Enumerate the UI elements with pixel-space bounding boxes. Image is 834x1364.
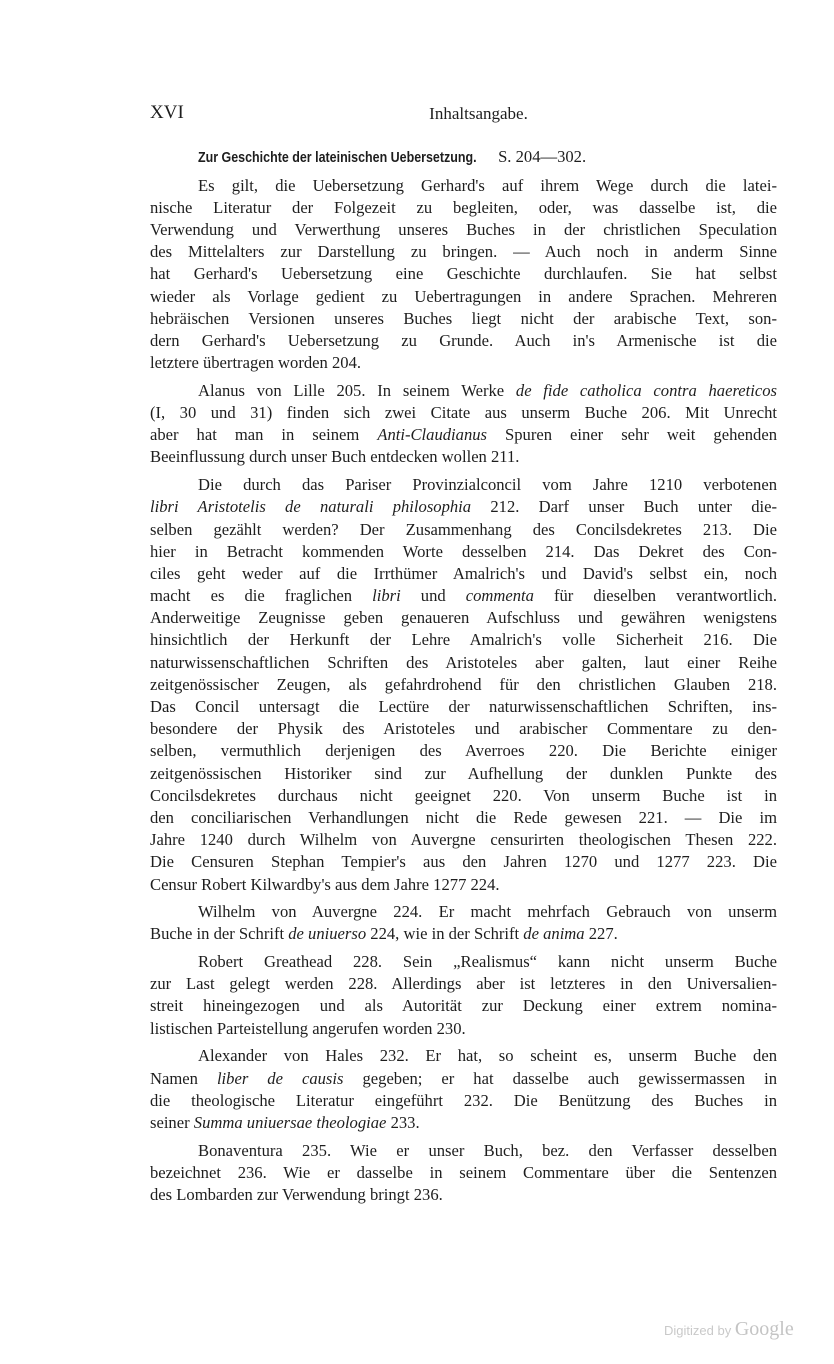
text-line: [150, 446, 777, 468]
text-line: [150, 901, 777, 923]
text-run: Concilsdekretes durchaus nicht geeignet 220. Von unserm Buche ist in: [150, 785, 777, 805]
text-run: selben gezählt werden? Der Zusammenhang des Concilsdekretes 213. Die: [150, 519, 777, 539]
text-line: [150, 563, 777, 585]
text-line: [150, 674, 777, 696]
text-line: [150, 197, 777, 219]
text-line: [150, 496, 777, 518]
text-run: bezeichnet 236. Wie er dasselbe in seinem Commentare über die Sentenzen: [150, 1162, 777, 1182]
text-line: [150, 652, 777, 674]
italic-title: libri: [372, 586, 401, 606]
text-line: [150, 973, 777, 995]
text-run: des Mittelalters zur Darstellung zu bringen. — Auch noch in anderm Sinne: [150, 242, 777, 262]
text-run: letztere übertragen worden 204.: [150, 353, 362, 373]
italic-title: libri Aristotelis de naturali philosophia: [150, 497, 472, 517]
watermark-prefix: Digitized by: [664, 1323, 735, 1338]
text-run: besondere der Physik des Aristoteles und arabischer Commentare zu den-: [150, 719, 777, 739]
text-run: Es gilt, die Uebersetzung Gerhard's auf ihrem Wege durch die latei-: [198, 175, 777, 195]
text-run: Alexander von Hales 232. Er hat, so scheint es, unserm Buche den: [198, 1046, 777, 1066]
text-run: Die Censuren Stephan Tempier's aus den Jahren 1270 und 1277 223. Die: [150, 852, 777, 872]
text-run: ciles geht weder auf die Irrthümer Amalrich's und David's selbst ein, noch: [150, 563, 777, 583]
text-line: [150, 380, 777, 402]
italic-title: Summa uniuersae theologiae: [193, 1112, 387, 1132]
text-line: [150, 330, 777, 352]
text-line: [150, 829, 777, 851]
section-heading: [150, 146, 777, 169]
text-line: [150, 951, 777, 973]
text-run: macht es die fraglichen: [150, 586, 373, 606]
text-run: und: [400, 586, 466, 606]
italic-title: liber de causis: [216, 1068, 344, 1088]
text-line: [150, 995, 777, 1017]
section-page-range: S. 204—302.: [498, 147, 587, 166]
text-run: Spuren einer sehr weit gehenden: [487, 425, 777, 445]
text-line: [150, 740, 777, 762]
text-run: wieder als Vorlage gedient zu Uebertragungen in andere Sprachen. Mehreren: [150, 286, 777, 306]
text-line: [150, 1045, 777, 1067]
text-run: 233.: [386, 1112, 420, 1132]
text-run: zeitgenössischer Zeugen, als gefahrdrohend für den christlichen Glauben 218.: [150, 674, 777, 694]
text-run: Censur Robert Kilwardby's aus dem Jahre 1277 224.: [150, 874, 500, 894]
text-line: [150, 785, 777, 807]
digitized-by-google-watermark: [664, 1318, 794, 1341]
text-line: [150, 696, 777, 718]
text-line: [150, 1068, 777, 1090]
paragraph: [150, 175, 777, 375]
text-line: [150, 763, 777, 785]
text-line: [150, 241, 777, 263]
text-line: [150, 851, 777, 873]
text-run: 212. Darf unser Buch unter die-: [471, 497, 777, 517]
text-run: Bonaventura 235. Wie er unser Buch, bez. den Verfasser desselben: [198, 1140, 777, 1160]
text-run: für dieselben verantwortlich.: [533, 586, 777, 606]
text-run: Buche in der Schrift: [150, 924, 289, 944]
text-run: Das Concil untersagt die Lectüre der naturwissenschaftlichen Schriften, ins-: [150, 697, 777, 717]
text-run: des Lombarden zur Verwendung bringt 236.: [150, 1184, 443, 1204]
italic-title: de uniuerso: [288, 924, 367, 944]
text-run: Wilhelm von Auvergne 224. Er macht mehrfach Gebrauch von unserm: [198, 902, 777, 922]
text-line: [150, 923, 777, 945]
text-line: [150, 219, 777, 241]
text-run: seiner: [150, 1112, 194, 1132]
paragraph: [150, 1045, 777, 1134]
italic-title: de anima: [523, 924, 585, 944]
text-run: nische Literatur der Folgezeit zu begleiten, oder, was dasselbe ist, die: [150, 197, 777, 217]
text-line: [150, 1112, 777, 1134]
text-line: [150, 286, 777, 308]
text-line: [150, 585, 777, 607]
paragraph: [150, 474, 777, 896]
text-line: [150, 175, 777, 197]
text-run: streit hineingezogen und als Autorität zur Deckung einer extrem nomina-: [150, 996, 777, 1016]
text-run: naturwissenschaftlichen Schriften des Aristoteles aber galten, laut einer Reihe: [150, 652, 777, 672]
page-header: [150, 102, 777, 128]
text-line: [150, 607, 777, 629]
paragraph: [150, 1140, 777, 1207]
text-line: [150, 263, 777, 285]
text-line: [150, 424, 777, 446]
text-run: hebräischen Versionen unseres Buches liegt nicht der arabische Text, son-: [150, 308, 777, 328]
text-line: [150, 1018, 777, 1040]
text-run: zeitgenössischen Historiker sind zur Aufhellung der dunklen Punkte des: [150, 763, 777, 783]
running-title: Inhaltsangabe.: [429, 104, 528, 123]
text-run: Robert Greathead 228. Sein „Realismus“ kann nicht unserm Buche: [198, 952, 777, 972]
text-line: [150, 1090, 777, 1112]
italic-title: Anti-Claudianus: [377, 425, 488, 445]
text-line: [150, 519, 777, 541]
text-run: den conciliarischen Verhandlungen nicht die Rede gewesen 221. — Die im: [150, 807, 777, 827]
text-run: selben, vermuthlich derjenigen des Averroes 220. Die Berichte einiger: [150, 741, 777, 761]
paragraphs: [150, 175, 777, 1206]
text-line: [150, 807, 777, 829]
text-run: aber hat man in seinem: [150, 425, 378, 445]
text-run: die theologische Literatur eingeführt 232. Die Benützung des Buches in: [150, 1090, 777, 1110]
text-run: Alanus von Lille 205. In seinem Werke: [198, 380, 516, 400]
text-line: [150, 308, 777, 330]
text-line: [150, 718, 777, 740]
text-run: gegeben; er hat dasselbe auch gewissermassen in: [343, 1068, 777, 1088]
paragraph: [150, 380, 777, 469]
section-title: Zur Geschichte der lateinischen Uebersetzung.: [198, 150, 477, 166]
text-line: [150, 402, 777, 424]
text-line: [150, 1140, 777, 1162]
text-line: [150, 352, 777, 374]
italic-title: commenta: [465, 586, 534, 606]
text-run: 227.: [584, 924, 618, 944]
page-number: XVI: [150, 102, 184, 123]
text-run: Beeinflussung durch unser Buch entdecken wollen 211.: [150, 447, 520, 467]
text-run: dern Gerhard's Uebersetzung zu Grunde. Auch in's Armenische ist die: [150, 331, 777, 351]
text-run: 224, wie in der Schrift: [366, 924, 524, 944]
text-run: hat Gerhard's Uebersetzung eine Geschichte durchlaufen. Sie hat selbst: [150, 264, 777, 284]
text-run: Verwendung und Verwerthung unseres Buches in der christlichen Speculation: [150, 220, 777, 240]
text-line: [150, 474, 777, 496]
italic-title: de fide catholica contra haereticos: [515, 380, 777, 400]
text-run: Die durch das Pariser Provinzialconcil vom Jahre 1210 verbotenen: [198, 475, 777, 495]
text-run: zur Last gelegt werden 228. Allerdings aber ist letzteres in den Universalien-: [150, 974, 777, 994]
text-line: [150, 874, 777, 896]
text-run: listischen Parteistellung angerufen worden 230.: [150, 1018, 466, 1038]
text-line: [150, 541, 777, 563]
text-run: Anderweitige Zeugnisse geben genaueren Aufschluss und gewähren wenigstens: [150, 608, 777, 628]
page-body: [150, 146, 777, 1206]
paragraph: [150, 901, 777, 945]
text-line: [150, 1184, 777, 1206]
text-run: Jahre 1240 durch Wilhelm von Auvergne censurirten theologischen Thesen 222.: [150, 830, 777, 850]
text-run: (I, 30 und 31) finden sich zwei Citate aus unserm Buche 206. Mit Unrecht: [150, 403, 777, 423]
text-run: Namen: [150, 1068, 217, 1088]
text-line: [150, 629, 777, 651]
paragraph: [150, 951, 777, 1040]
text-run: hier in Betracht kommenden Worte desselben 214. Das Dekret des Con-: [150, 541, 777, 561]
text-run: hinsichtlich der Herkunft der Lehre Amalrich's volle Sicherheit 216. Die: [150, 630, 777, 650]
google-logo: Google: [734, 1318, 794, 1340]
text-line: [150, 1162, 777, 1184]
